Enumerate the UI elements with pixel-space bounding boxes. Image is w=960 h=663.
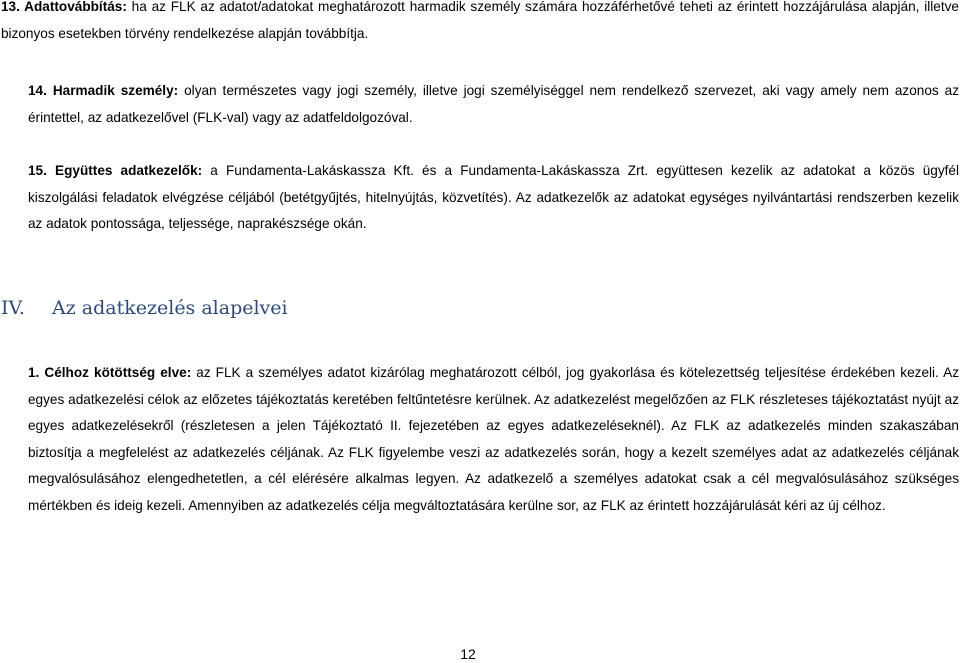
definition-15-term: 15. Együttes adatkezelők:	[28, 163, 203, 178]
definition-13-term: 13. Adattovábbítás:	[1, 0, 127, 14]
definition-15-joint-controllers	[28, 158, 959, 238]
page-number: 12	[460, 646, 476, 662]
definition-13-text: ha az FLK az adatot/adatokat meghatározott harmadik személy számára hozzáférhetővé teheti az érintett hozzájárulása alapján, illetve bizonyos esetekben törvény rendelkezése alapján továbbítja.	[1, 0, 959, 41]
principle-1-purpose-limitation	[28, 360, 959, 519]
definition-14-text: olyan természetes vagy jogi személy, illetve jogi személyiséggel nem rendelkező szervezet, aki vagy amely nem azonos az érintettel, az adatkezelővel (FLK-val) vagy az adatfeldolgozóval.	[28, 83, 959, 125]
principle-1-term: 1. Célhoz kötöttség elve:	[28, 365, 192, 380]
section-number: IV.	[1, 297, 25, 319]
definition-13-data-transfer	[1, 0, 959, 47]
section-title: Az adatkezelés alapelvei	[52, 297, 288, 319]
principle-1-text: az FLK a személyes adatot kizárólag meghatározott célból, jog gyakorlása és kötelezettség teljesítése érdekében kezeli. Az egyes adatkezelési célok az előzetes tájékoztatás keretében feltűntetésre kerülnek. Az adatkezelést megelőzően az FLK részleteses tájékoztatást nyújt az egyes adatkezelésekről (részletesen a jelen Tájékoztató II. fejezetében az egyes adatkezeléseknél). Az FLK az adatkezelés minden szakaszában biztosítja a megfelelést az adatkezelés céljának. Az FLK figyelembe veszi az adatkezelés során, hogy a kezelt személyes adat az adatkezelés céljának megvalósulásához elengedhetetlen, a cél elérésére alkalmas legyen. Az adatkezelő a személyes adatokat csak a cél megvalósulásához szükséges mértékben és ideig kezeli. Amennyiben az adatkezelés célja megváltoztatására kerülne sor, az FLK az érintett hozzájárulását kéri az új célhoz.	[28, 365, 959, 513]
definition-14-term: 14. Harmadik személy:	[28, 83, 179, 98]
definition-15-text: a Fundamenta-Lakáskassza Kft. és a Fundamenta-Lakáskassza Zrt. együttesen kezelik az adatokat a közös ügyfél kiszolgálási feladatok elvégzése céljából (betétgyűjtés, hitelnyújtás, közvetítés). Az adatkezelők az adatokat egységes nyilvántartási rendszerben kezelik az adatok pontossága, teljessége, naprakészsége okán.	[28, 163, 959, 231]
definition-14-third-party	[28, 78, 959, 131]
